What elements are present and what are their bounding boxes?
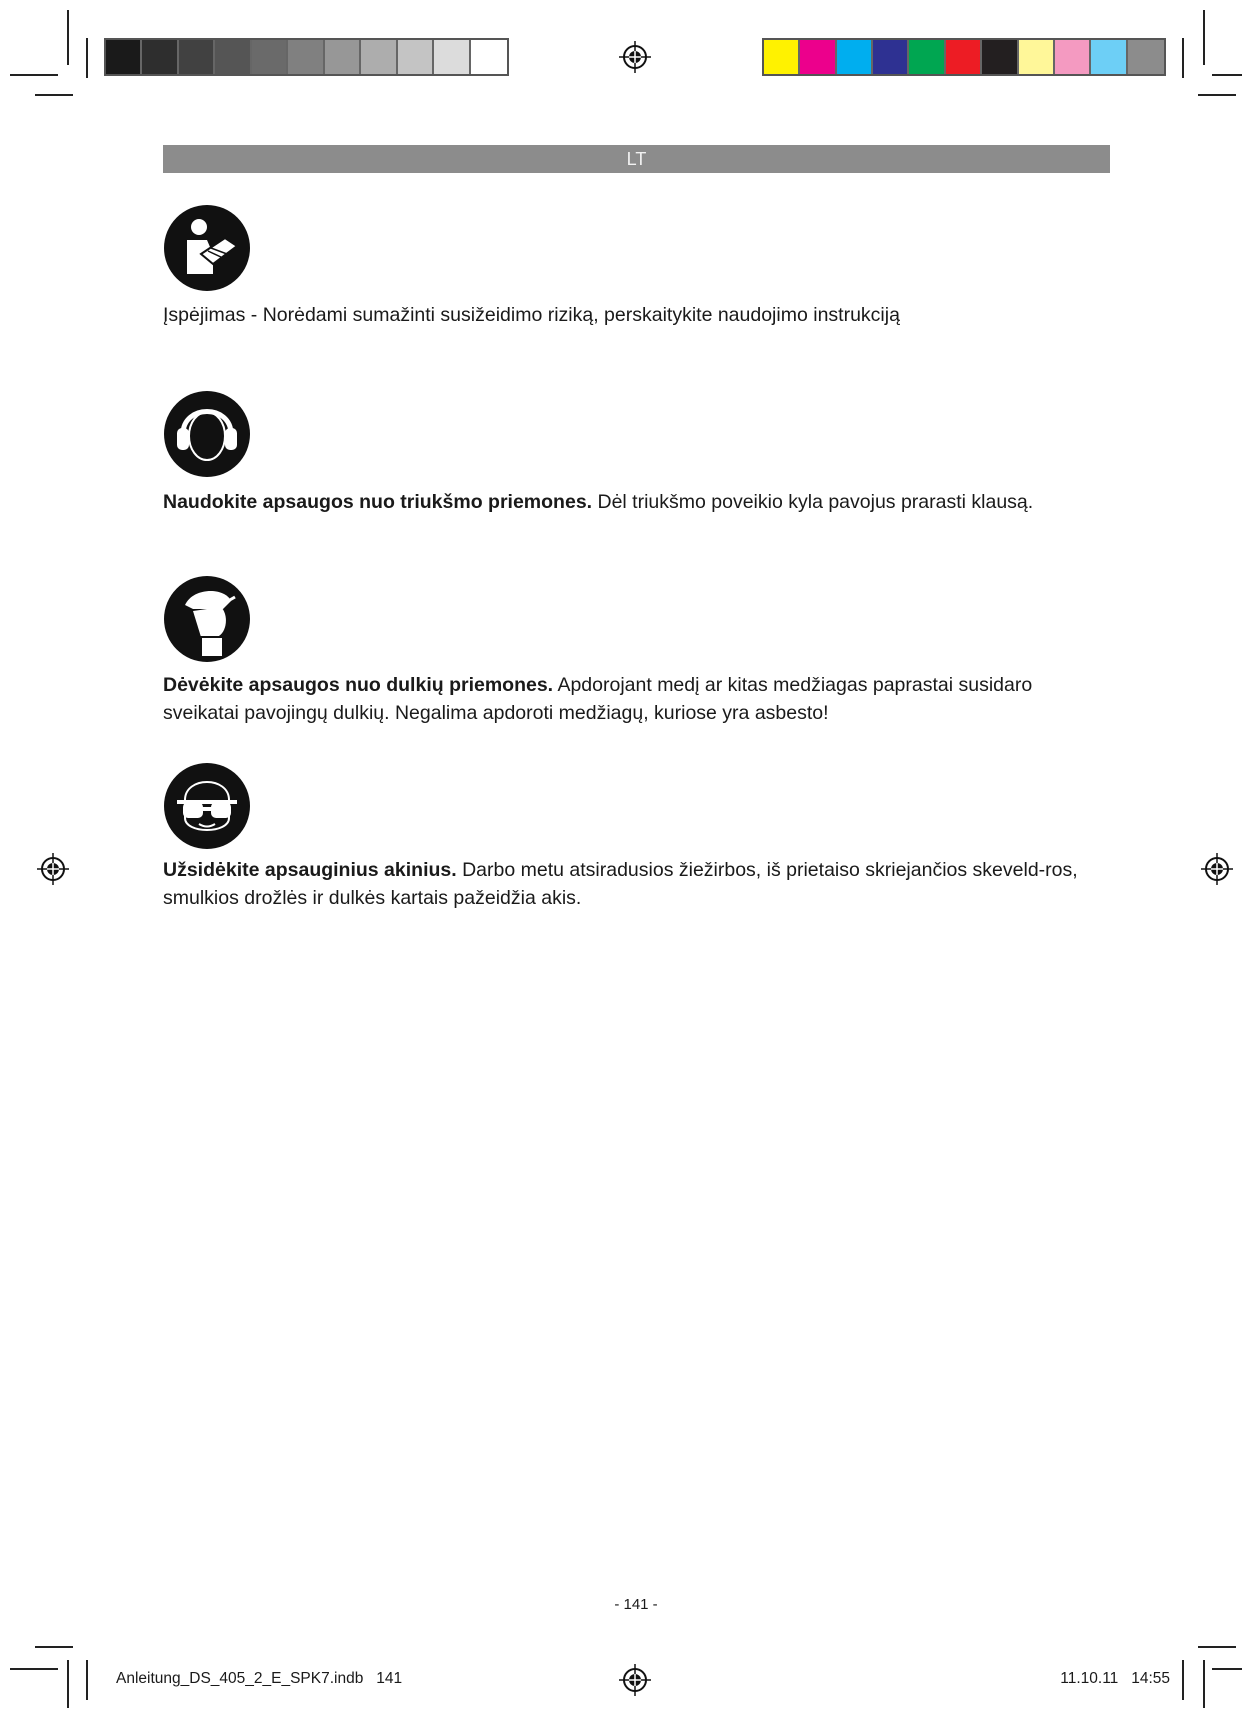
read-manual-icon xyxy=(163,204,251,292)
warning-text: Dėl triukšmo poveikio kyla pavojus prarasti klausą. xyxy=(592,491,1034,513)
color-swatch xyxy=(434,40,470,74)
warning-text: Įspėjimas - Norėdami sumažinti susižeidimo riziką, perskaitykite naudojimo instrukciją xyxy=(163,304,900,326)
footer-timestamp: 11.10.11 14:55 xyxy=(1060,1670,1170,1687)
registration-crosshair-icon xyxy=(618,40,652,74)
color-calibration-strip xyxy=(762,38,1166,76)
color-swatch xyxy=(288,40,324,74)
language-code: LT xyxy=(626,149,647,169)
language-header-bar xyxy=(163,145,1110,173)
warning-ear-protection xyxy=(163,488,1113,516)
warning-text: Darbo metu atsiradusios žiežirbos, iš prietaiso skriejančios skeveld-ros, smulkios drožlės ir dulkės kartais pažeidžia akis. xyxy=(163,859,1078,909)
color-swatch xyxy=(179,40,215,74)
color-swatch xyxy=(398,40,434,74)
page-number: - 141 - xyxy=(614,1596,658,1613)
color-swatch xyxy=(252,40,288,74)
warning-goggles xyxy=(163,856,1113,912)
warning-read-manual xyxy=(163,301,1113,329)
registration-crosshair-icon xyxy=(36,852,70,886)
color-swatch xyxy=(800,40,836,74)
dust-mask-icon xyxy=(163,575,251,663)
color-swatch xyxy=(946,40,982,74)
color-swatch xyxy=(1091,40,1127,74)
safety-goggles-icon xyxy=(163,762,251,850)
color-swatch xyxy=(471,40,507,74)
warning-title: Naudokite apsaugos nuo triukšmo priemones. xyxy=(163,491,593,513)
color-swatch xyxy=(106,40,142,74)
ear-protection-icon xyxy=(163,390,251,478)
color-swatch xyxy=(325,40,361,74)
warning-text: Apdorojant medį ar kitas medžiagas paprastai susidaro sveikatai pavojingų dulkių. Negalima apdoroti medžiagų, kuriose yra asbesto! xyxy=(163,674,1033,724)
color-swatch xyxy=(361,40,397,74)
footer-file-name: Anleitung_DS_405_2_E_SPK7.indb 141 xyxy=(116,1670,403,1687)
registration-crosshair-icon xyxy=(1200,852,1234,886)
warning-title: Užsidėkite apsauginius akinius. xyxy=(163,859,457,881)
color-swatch xyxy=(215,40,251,74)
grayscale-calibration-strip xyxy=(104,38,509,76)
color-swatch xyxy=(1055,40,1091,74)
color-swatch xyxy=(1128,40,1164,74)
warning-dust-protection xyxy=(163,671,1113,727)
color-swatch xyxy=(1019,40,1055,74)
color-swatch xyxy=(142,40,178,74)
color-swatch xyxy=(837,40,873,74)
color-swatch xyxy=(764,40,800,74)
registration-crosshair-icon xyxy=(618,1663,652,1697)
warning-title: Dėvėkite apsaugos nuo dulkių priemones. xyxy=(163,674,554,696)
color-swatch xyxy=(909,40,945,74)
color-swatch xyxy=(873,40,909,74)
color-swatch xyxy=(982,40,1018,74)
